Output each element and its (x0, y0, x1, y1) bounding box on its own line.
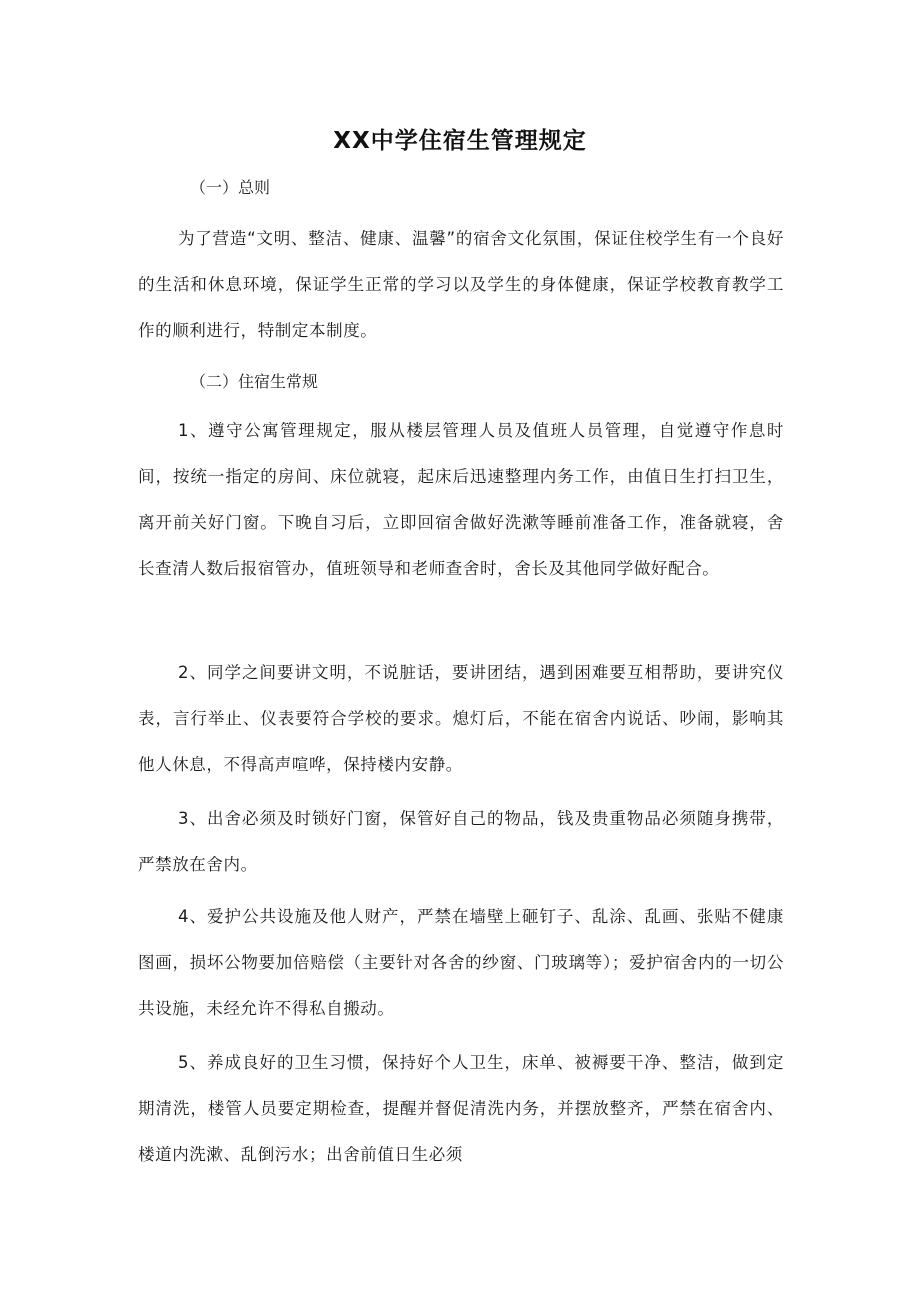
document-title: XX中学住宿生管理规定 (333, 128, 587, 154)
paragraph-general: 为了营造“文明、整洁、健康、温馨”的宿舍文化氛围，保证住校学生有一个良好的生活和休息环境，保证学生正常的学习以及学生的身体健康，保证学校教育教学工作的顺利进行，特制定本制度。 (138, 229, 784, 340)
paragraph-rule-1: 1、遵守公寓管理规定，服从楼层管理人员及值班人员管理，自觉遵守作息时间，按统一指定的房间、床位就寝，起床后迅速整理内务工作，由值日生打扫卫生，离开前关好门窗。下晚自习后，立即回宿舍做好洗漱等睡前准备工作，准备就寝，舍长查清人数后报宿管办，值班领导和老师查舍时，舍长及其他同学做好配合。 (138, 421, 784, 578)
paragraph-rule-5: 5、养成良好的卫生习惯，保持好个人卫生，床单、被褥要干净、整洁，做到定期清洗，楼管人员要定期检查，提醒并督促清洗内务，并摆放整齐，严禁在宿舍内、楼道内洗漱、乱倒污水；出舍前值日生必须 (138, 1053, 784, 1164)
section-heading-boarding-rules: （二）住宿生常规 (190, 372, 319, 391)
paragraph-rule-2: 2、同学之间要讲文明，不说脏话，要讲团结，遇到困难要互相帮助，要讲究仪表，言行举止、仪表要符合学校的要求。熄灯后，不能在宿舍内说话、吵闹，影响其他人休息，不得高声喧哗，保持楼内安静。 (138, 663, 784, 774)
paragraph-rule-4: 4、爱护公共设施及他人财产，严禁在墙壁上砸钉子、乱涂、乱画、张贴不健康图画，损坏公物要加倍赔偿（主要针对各舍的纱窗、门玻璃等）；爱护宿舍内的一切公共设施，未经允许不得私自搬动。 (138, 907, 784, 1018)
paragraph-rule-3: 3、出舍必须及时锁好门窗，保管好自己的物品，钱及贵重物品必须随身携带，严禁放在舍内。 (138, 809, 784, 874)
section-heading-general: （一）总则 (190, 178, 271, 197)
